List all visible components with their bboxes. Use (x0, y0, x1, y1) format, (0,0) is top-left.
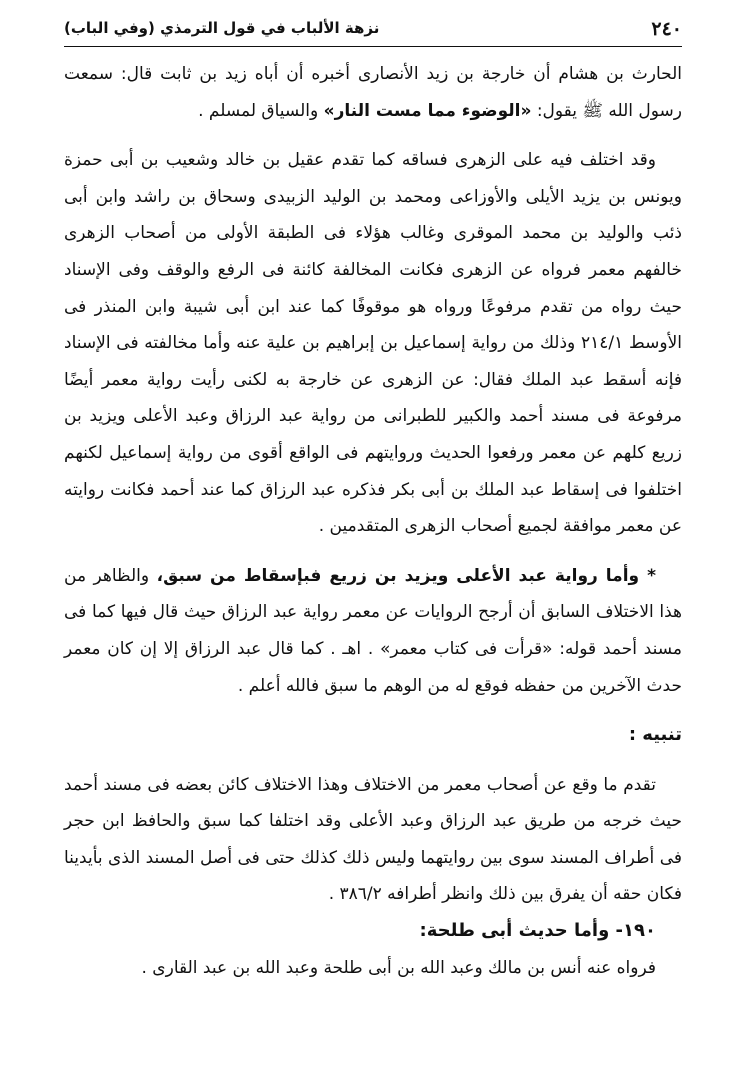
heading-text: تنبيه : (628, 724, 682, 746)
running-title: نزهة الألباب في قول الترمذي (وفي الباب) (64, 19, 380, 37)
paragraph-hadith-text (64, 56, 682, 129)
heading-text: ١٩٠- وأما حديث أبى طلحة: (419, 920, 656, 942)
body-text (64, 56, 682, 986)
paragraph-zuhri-disagreement (64, 142, 682, 545)
text-segment: تقدم ما وقع عن أصحاب معمر من الاختلاف وهذا الاختلاف كائن بعضه فى مسند أحمد حيث خرجه من طريق عبد الرزاق وعبد الأعلى وقد اختلفا كما سبق والحافظ ابن حجر فى أطراف المسند سوى بين روايتهما وليس ذلك كذلك حتى فى أصل المسند الذى بأيدينا فكان حقه أن يفرق بين ذلك وانظر أطرافه ٣٨٦/٢ . (64, 774, 682, 905)
paragraph-abu-talha-body (64, 950, 682, 987)
paragraph-tanbih-body (64, 767, 682, 913)
header-rule (64, 46, 682, 47)
text-segment: الحارث بن هشام أن خارجة بن زيد الأنصارى أخبره أن أباه زيد بن ثابت قال: سمعت رسول الله ﷺ يقول: (64, 64, 682, 121)
text-segment: والسياق لمسلم . (198, 100, 324, 121)
section-heading-tanbih (64, 717, 682, 754)
text-segment: فرواه عنه أنس بن مالك وعبد الله بن أبى طلحة وعبد الله بن عبد القارى . (141, 957, 656, 978)
paragraph-abd-al-ala-narration (64, 558, 682, 704)
section-heading-abu-talha (64, 913, 682, 950)
page-number: ٢٤٠ (651, 18, 682, 40)
hadith-quote: «الوضوء مما مست النار» (323, 100, 532, 121)
text-segment: وقد اختلف فيه على الزهرى فساقه كما تقدم عقيل بن خالد وشعيب بن أبى حمزة ويونس بن يزيد الأيلى والأوزاعى ومحمد بن الوليد الزبيدى وسحاق بن راشد وابن أبى ذئب والوليد بن محمد الموقرى وغالب هؤلاء فى الطبقة الأولى من أصحاب الزهرى خالفهم معمر فرواه عن الزهرى فكانت المخالفة كائنة فى الرفع والوقف وفى الإسناد حيث رواه من تقدم مرفوعًا ورواه هو موقوفًا كما عند ابن أبى شيبة وابن المنذر فى الأوسط ٢١٤/١ وذلك من رواية إسماعيل بن إبراهيم بن علية عنه وأما مخالفته فى الإسناد فإنه أسقط عبد الملك فقال: عن الزهرى عن خارجة به لكنى رأيت رواية معمر أيضًا مرفوعة فى مسند أحمد والكبير للطبرانى من رواية عبد الرزاق وعبد الأعلى ويزيد بن زريع كلهم عن معمر ورفعوا الحديث وروايتهم فى الواقع أقوى من رواية إسماعيل لكنهم اختلفوا فى إسقاط عبد الملك بن أبى بكر فذكره عبد الرزاق كما عند أحمد فكانت روايته عن معمر موافقة لجميع أصحاب الزهرى المتقدمين . (64, 150, 682, 537)
bold-lead-in: * وأما رواية عبد الأعلى ويزيد بن زريع فبإسقاط من سبق، (156, 565, 656, 586)
text-segment: والظاهر من هذا الاختلاف السابق أن أرجح الروايات عن معمر رواية عبد الرزاق حيث قال فيها كما فى مسند أحمد قوله: «قرأت فى كتاب معمر» . اهـ . كما قال عبد الرزاق إلا إن كان معمر حدث الآخرين من حفظه فوقع له من الوهم ما سبق فالله أعلم . (64, 565, 682, 696)
page-header (64, 18, 682, 46)
